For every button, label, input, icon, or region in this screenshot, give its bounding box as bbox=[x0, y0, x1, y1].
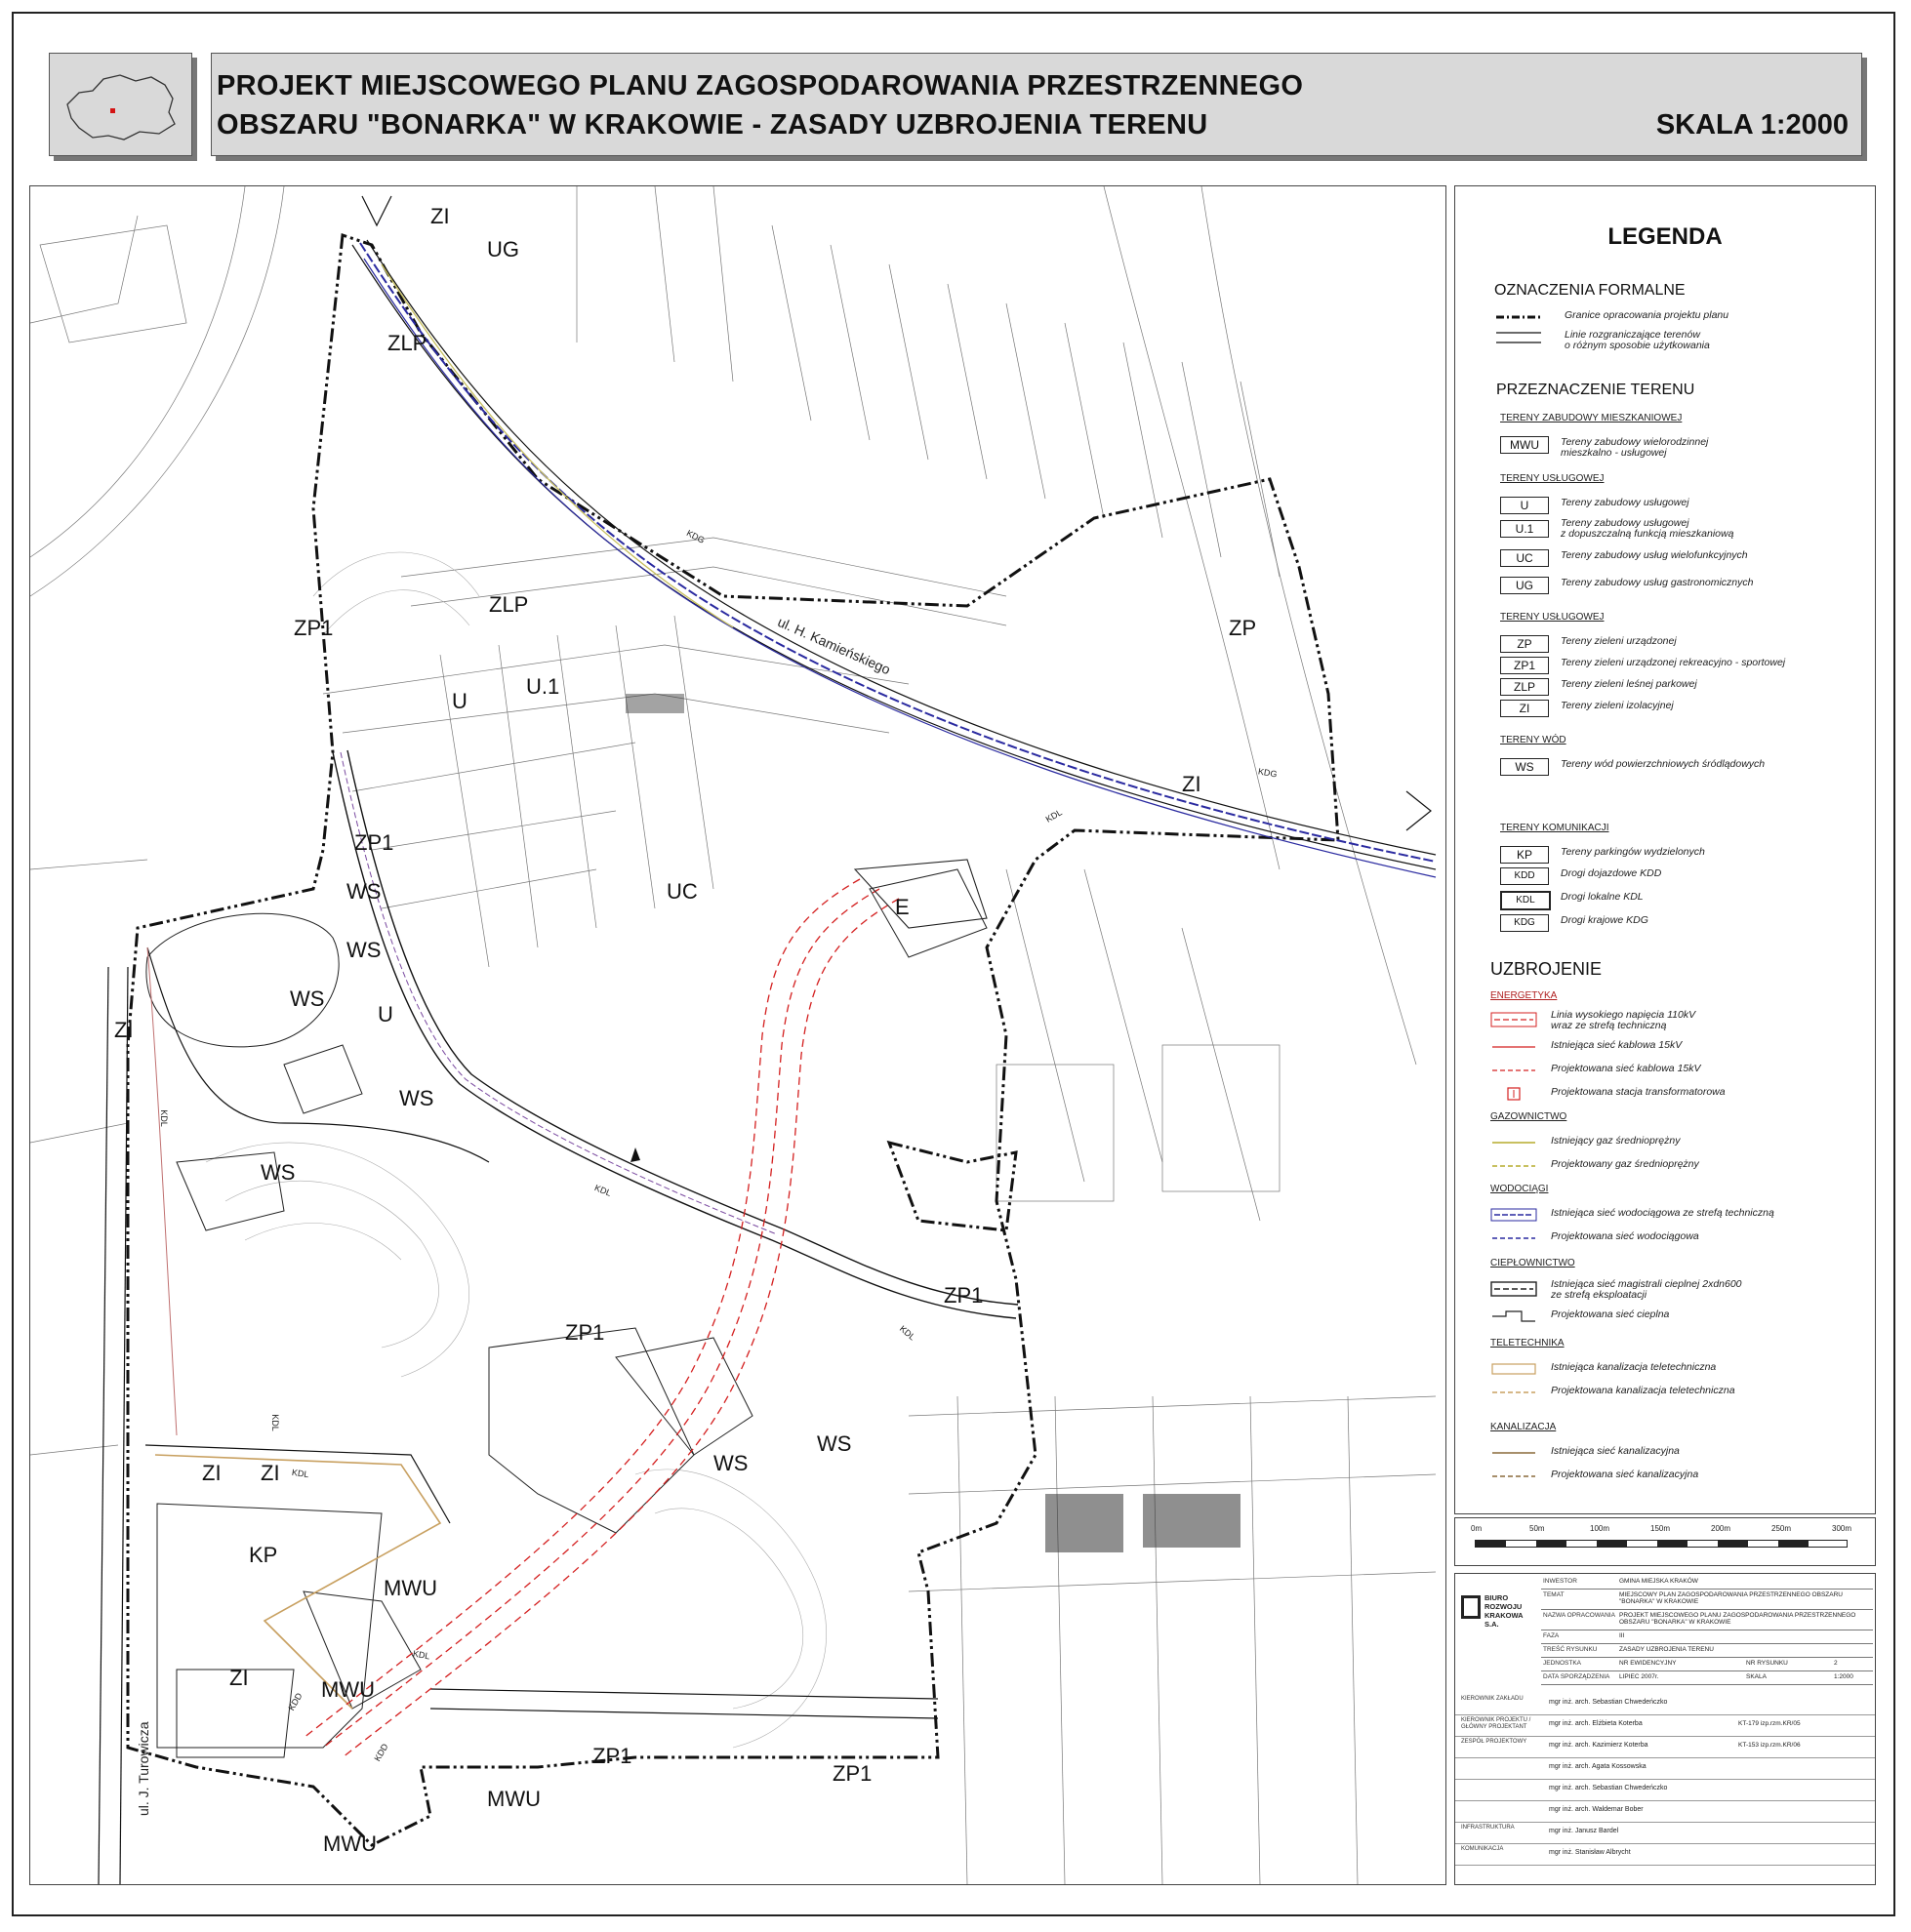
staff-row: ZESPÓŁ PROJEKTOWY mgr inż. arch. Kazimierz Koterba KT-153 izp.rzm.KR/06 bbox=[1455, 1736, 1875, 1758]
zone-label: ZP1 bbox=[833, 1761, 873, 1786]
legend-item bbox=[1490, 1158, 1871, 1178]
zone-label: ZLP bbox=[489, 592, 529, 617]
titleblock-row: INWESTOR GMINA MIEJSKA KRAKÓW bbox=[1541, 1576, 1873, 1590]
cable-projected-symbol-icon bbox=[1490, 1063, 1537, 1078]
legend-item-label: Tereny wód powierzchniowych śródlądowych bbox=[1561, 758, 1766, 770]
zone-label: ZLP bbox=[387, 331, 427, 355]
krakow-outline-icon bbox=[50, 54, 191, 155]
legend-group-title: TELETECHNIKA bbox=[1490, 1338, 1565, 1348]
legend-formal-heading: OZNACZENIA FORMALNE bbox=[1494, 282, 1686, 299]
heat-projected-symbol-icon bbox=[1490, 1308, 1537, 1324]
transformer-station bbox=[855, 860, 987, 928]
zone-label: ZP bbox=[1229, 616, 1257, 640]
legend-item-label: Projektowana kanalizacja teletechniczna bbox=[1551, 1385, 1735, 1396]
legend-item-label: Tereny zieleni izolacyjnej bbox=[1561, 700, 1674, 711]
road-code-label: KDL bbox=[592, 1183, 613, 1198]
legend-item bbox=[1490, 1230, 1871, 1250]
legend-item-label: Tereny zabudowy usługowej z dopuszczalną funkcją mieszkaniową bbox=[1561, 517, 1734, 540]
legend-item bbox=[1490, 1135, 1871, 1154]
location-inset bbox=[49, 53, 192, 156]
road-code-label: KDG bbox=[684, 528, 707, 545]
legend-item bbox=[1500, 436, 1871, 462]
zone-label: UG bbox=[487, 237, 519, 262]
titleblock-row: TREŚĆ RYSUNKU ZASADY UZBROJENIA TERENU bbox=[1541, 1644, 1873, 1658]
scale-tick: 200m bbox=[1711, 1524, 1731, 1533]
titleblock-row: DATA SPORZĄDZENIA LIPIEC 2007r. SKALA 1:2000 bbox=[1541, 1671, 1873, 1685]
zone-label: ZI bbox=[229, 1666, 249, 1690]
legend-item-label: Projektowana sieć cieplna bbox=[1551, 1308, 1670, 1320]
power-110kv-symbol-icon bbox=[1490, 1012, 1537, 1027]
legend-item bbox=[1490, 1278, 1871, 1305]
legend-item-label: Tereny parkingów wydzielonych bbox=[1561, 846, 1705, 858]
legend-item-label: Linie rozgraniczające terenów o różnym sposobie użytkowania bbox=[1565, 329, 1710, 351]
legend-item-label: Tereny zieleni urządzonej rekreacyjno - sportowej bbox=[1561, 657, 1786, 668]
company-logo bbox=[1461, 1590, 1531, 1648]
legend-item-label: Tereny zieleni urządzonej bbox=[1561, 635, 1677, 647]
legend-item-label: Istniejąca kanalizacja teletechniczna bbox=[1551, 1361, 1717, 1373]
legend-item bbox=[1500, 517, 1871, 545]
zone-label: WS bbox=[346, 938, 382, 962]
legend-item bbox=[1490, 1469, 1871, 1488]
zone-label: E bbox=[895, 895, 910, 919]
legend-group-title: GAZOWNICTWO bbox=[1490, 1111, 1567, 1122]
telecom-existing-symbol-icon bbox=[1490, 1361, 1537, 1377]
zone-label: ZI bbox=[202, 1461, 222, 1485]
legend-item-label: Istniejący gaz średnioprężny bbox=[1551, 1135, 1681, 1147]
legend-item-label: Drogi dojazdowe KDD bbox=[1561, 867, 1662, 879]
legend-code: KDL bbox=[1500, 891, 1551, 910]
road-code-label: KDL bbox=[269, 1414, 280, 1431]
legend-code: ZLP bbox=[1500, 678, 1549, 696]
legend-purpose-heading: PRZEZNACZENIE TERENU bbox=[1496, 382, 1695, 398]
legend-item bbox=[1490, 1445, 1871, 1465]
legend-item bbox=[1490, 1063, 1871, 1082]
zone-label: WS bbox=[713, 1451, 749, 1475]
legend-group-title: KANALIZACJA bbox=[1490, 1422, 1557, 1432]
legend-code: U bbox=[1500, 497, 1549, 514]
heat-existing-symbol-icon bbox=[1490, 1281, 1537, 1297]
legend-item bbox=[1500, 549, 1871, 569]
road-code-label: KDG bbox=[1257, 766, 1279, 780]
legend-item-label: Tereny zabudowy usług wielofunkcyjnych bbox=[1561, 549, 1748, 561]
legend-group-title: CIEPŁOWNICTWO bbox=[1490, 1258, 1575, 1268]
gas-existing-symbol-icon bbox=[1490, 1135, 1537, 1150]
scale-bar-track bbox=[1475, 1540, 1848, 1548]
legend-group-title: WODOCIĄGI bbox=[1490, 1184, 1549, 1194]
legend-code: UC bbox=[1500, 549, 1549, 567]
legend-item-label: Tereny zieleni leśnej parkowej bbox=[1561, 678, 1697, 690]
zone-label: U bbox=[452, 689, 468, 713]
division-line-symbol-icon bbox=[1494, 329, 1541, 344]
legend-item-label: Projektowana stacja transformatorowa bbox=[1551, 1086, 1726, 1098]
zone-label: MWU bbox=[384, 1576, 437, 1600]
legend-code: ZP1 bbox=[1500, 657, 1549, 674]
legend-item-label: Projektowana sieć kanalizacyjna bbox=[1551, 1469, 1699, 1480]
water-existing-symbol-icon bbox=[1490, 1207, 1537, 1223]
legend-item bbox=[1490, 1207, 1871, 1227]
zone-label: ZI bbox=[261, 1461, 280, 1485]
zone-label: ZP1 bbox=[565, 1320, 605, 1345]
zone-label: MWU bbox=[487, 1787, 541, 1811]
legend-item bbox=[1490, 1039, 1871, 1059]
legend-code: KDG bbox=[1500, 914, 1549, 932]
zone-label: MWU bbox=[321, 1677, 375, 1702]
legend-item-label: Tereny zabudowy wielorodzinnej mieszkalno - usługowej bbox=[1561, 436, 1709, 459]
legend-item bbox=[1500, 497, 1871, 516]
staff-row: mgr inż. arch. Agata Kossowska bbox=[1455, 1757, 1875, 1780]
staff-row: KIEROWNIK ZAKŁADU mgr inż. arch. Sebastian Chwedeńczko bbox=[1455, 1693, 1875, 1715]
legend-title: LEGENDA bbox=[1607, 223, 1723, 250]
legend-group-title: TERENY USŁUGOWEJ bbox=[1500, 612, 1605, 623]
scale-tick: 0m bbox=[1471, 1524, 1483, 1533]
title-block bbox=[1454, 1573, 1876, 1885]
legend-code: U.1 bbox=[1500, 520, 1549, 538]
street-label: ul. J. Turowicza bbox=[136, 1721, 151, 1816]
map-drawing bbox=[30, 186, 1445, 1884]
legend-item bbox=[1500, 758, 1871, 778]
legend-item bbox=[1500, 914, 1871, 934]
cable-existing-symbol-icon bbox=[1490, 1039, 1537, 1055]
staff-row: mgr inż. arch. Waldemar Bober bbox=[1455, 1800, 1875, 1823]
company-logo-icon bbox=[1461, 1595, 1481, 1619]
legend-item bbox=[1500, 657, 1871, 676]
water-projected-symbol-icon bbox=[1490, 1230, 1537, 1246]
legend-item bbox=[1500, 678, 1871, 698]
zone-label: WS bbox=[817, 1431, 852, 1456]
titleblock-row: FAZA III bbox=[1541, 1630, 1873, 1644]
scale-tick: 50m bbox=[1529, 1524, 1545, 1533]
legend-item bbox=[1500, 577, 1871, 596]
road-code-label: KDD bbox=[286, 1691, 305, 1712]
telecom-projected-symbol-icon bbox=[1490, 1385, 1537, 1400]
road-code-label: KDL bbox=[291, 1467, 310, 1480]
road-code-label: KDL bbox=[158, 1109, 169, 1127]
hatched-blocks bbox=[626, 694, 1240, 1552]
legend-item-label: Tereny zabudowy usług gastronomicznych bbox=[1561, 577, 1754, 588]
gas-projected-symbol-icon bbox=[1490, 1158, 1537, 1174]
staff-row: INFRASTRUKTURA mgr inż. Janusz Bardel bbox=[1455, 1822, 1875, 1844]
zone-label: ZP1 bbox=[944, 1283, 984, 1308]
company-name: BIURO ROZWOJU KRAKOWA S.A. bbox=[1484, 1593, 1524, 1629]
titleblock-row: NAZWA OPRACOWANIA PROJEKT MIEJSCOWEGO PLANU ZAGOSPODAROWANIA PRZESTRZENNEGO OBSZARU "BONARKA" W KRAKOWIE bbox=[1541, 1610, 1873, 1630]
transformer-symbol-icon bbox=[1490, 1086, 1537, 1102]
page-title: PROJEKT MIEJSCOWEGO PLANU ZAGOSPODAROWANIA PRZESTRZENNEGO bbox=[217, 70, 1304, 101]
legend-item bbox=[1500, 891, 1871, 910]
legend-item-label: Tereny zabudowy usługowej bbox=[1561, 497, 1689, 508]
scale-tick: 300m bbox=[1832, 1524, 1852, 1533]
plan-map[interactable] bbox=[29, 185, 1446, 1885]
legend-item-label: Granice opracowania projektu planu bbox=[1565, 309, 1729, 321]
scale-tick: 150m bbox=[1650, 1524, 1671, 1533]
legend-item bbox=[1494, 309, 1865, 329]
legend-group-title: TERENY WÓD bbox=[1500, 735, 1566, 745]
zone-label: WS bbox=[261, 1160, 296, 1185]
legend-item-label: Projektowana sieć wodociągowa bbox=[1551, 1230, 1699, 1242]
legend-item bbox=[1490, 1385, 1871, 1404]
legend-item-label: Istniejąca sieć kablowa 15kV bbox=[1551, 1039, 1683, 1051]
road-code-label: KDL bbox=[897, 1323, 917, 1343]
legend-item bbox=[1494, 329, 1865, 356]
scale-bar bbox=[1454, 1517, 1876, 1566]
zone-label: UC bbox=[667, 879, 698, 904]
legend-item-label: Istniejąca sieć magistrali cieplnej 2xdn600 ze strefą eksploatacji bbox=[1551, 1278, 1742, 1301]
staff-row: KIEROWNIK PROJEKTU / GŁÓWNY PROJEKTANT mgr inż. arch. Elżbieta Koterba KT-179 izp.rzm.KR/05 bbox=[1455, 1714, 1875, 1737]
legend-item-label: Projektowana sieć kablowa 15kV bbox=[1551, 1063, 1701, 1074]
legend-item bbox=[1500, 700, 1871, 719]
legend-item bbox=[1490, 1086, 1871, 1106]
zone-label: WS bbox=[399, 1086, 434, 1110]
legend-item-label: Projektowany gaz średnioprężny bbox=[1551, 1158, 1699, 1170]
legend-item-label: Istniejąca sieć wodociągowa ze strefą techniczną bbox=[1551, 1207, 1774, 1219]
road-corridors bbox=[99, 240, 1436, 1884]
street-label: ul. H. Kamieńskiego bbox=[775, 614, 893, 678]
scale-tick: 100m bbox=[1590, 1524, 1610, 1533]
staff-row: mgr inż. arch. Sebastian Chwedeńczko bbox=[1455, 1779, 1875, 1801]
scale-tick: 250m bbox=[1771, 1524, 1792, 1533]
legend-group-title: TERENY USŁUGOWEJ bbox=[1500, 473, 1605, 484]
legend-code: ZI bbox=[1500, 700, 1549, 717]
page-subtitle: OBSZARU "BONARKA" W KRAKOWIE - ZASADY UZBROJENIA TERENU bbox=[217, 109, 1208, 141]
zone-label: ZI bbox=[114, 1018, 134, 1042]
titleblock-row: JEDNOSTKA NR EWIDENCYJNY NR RYSUNKU 2 bbox=[1541, 1658, 1873, 1671]
legend-code: KDD bbox=[1500, 867, 1549, 885]
zone-label: WS bbox=[290, 986, 325, 1011]
road-code-label: KDL bbox=[412, 1648, 431, 1662]
zone-label: MWU bbox=[323, 1831, 377, 1856]
legend-item bbox=[1490, 1361, 1871, 1381]
legend-utilities-heading: UZBROJENIE bbox=[1490, 959, 1603, 979]
titleblock-row: TEMAT MIEJSCOWY PLAN ZAGOSPODAROWANIA PRZESTRZENNEGO OBSZARU "BONARKA" W KRAKOWIE bbox=[1541, 1590, 1873, 1610]
legend-code: MWU bbox=[1500, 436, 1549, 454]
legend-code: ZP bbox=[1500, 635, 1549, 653]
boundary-symbol-icon bbox=[1494, 309, 1541, 325]
zone-label: U.1 bbox=[526, 674, 560, 699]
zone-label: ZI bbox=[430, 204, 450, 228]
legend-panel bbox=[1454, 185, 1876, 1514]
land-use-boundaries bbox=[146, 869, 987, 1757]
legend-code: WS bbox=[1500, 758, 1549, 776]
legend-item-label: Istniejąca sieć kanalizacyjna bbox=[1551, 1445, 1680, 1457]
zone-label: ZP1 bbox=[354, 830, 394, 855]
road-code-label: KDL bbox=[1043, 807, 1064, 825]
north-arrow-icon bbox=[630, 1147, 640, 1162]
legend-item bbox=[1490, 1009, 1871, 1035]
zone-label: ZP1 bbox=[592, 1744, 632, 1768]
legend-item bbox=[1490, 1308, 1871, 1328]
sewer-existing-symbol-icon bbox=[1490, 1445, 1537, 1461]
legend-item-label: Drogi krajowe KDG bbox=[1561, 914, 1648, 926]
zone-label: KP bbox=[249, 1543, 278, 1567]
legend-item bbox=[1500, 867, 1871, 887]
legend-item-label: Linia wysokiego napięcia 110kV wraz ze strefą techniczną bbox=[1551, 1009, 1696, 1031]
staff-row: KOMUNIKACJA mgr inż. Stanisław Albrycht bbox=[1455, 1843, 1875, 1866]
map-scale: SKALA 1:2000 bbox=[1655, 109, 1849, 141]
legend-item-label: Drogi lokalne KDL bbox=[1561, 891, 1644, 903]
zone-label: ZP1 bbox=[294, 616, 334, 640]
parcel-lines bbox=[30, 186, 1436, 1884]
zone-label: U bbox=[378, 1002, 393, 1026]
sewer-projected-symbol-icon bbox=[1490, 1469, 1537, 1484]
legend-group-title: ENERGETYKA bbox=[1490, 990, 1558, 1001]
legend-item bbox=[1500, 846, 1871, 865]
road-code-label: KDD bbox=[372, 1742, 390, 1763]
zone-label: ZI bbox=[1182, 772, 1201, 796]
legend-item bbox=[1500, 635, 1871, 655]
location-marker bbox=[110, 108, 115, 113]
legend-group-title: TERENY KOMUNIKACJI bbox=[1500, 823, 1609, 833]
legend-group-title: TERENY ZABUDOWY MIESZKANIOWEJ bbox=[1500, 413, 1683, 423]
zone-label: WS bbox=[346, 879, 382, 904]
legend-code: UG bbox=[1500, 577, 1549, 594]
legend-code: KP bbox=[1500, 846, 1549, 864]
